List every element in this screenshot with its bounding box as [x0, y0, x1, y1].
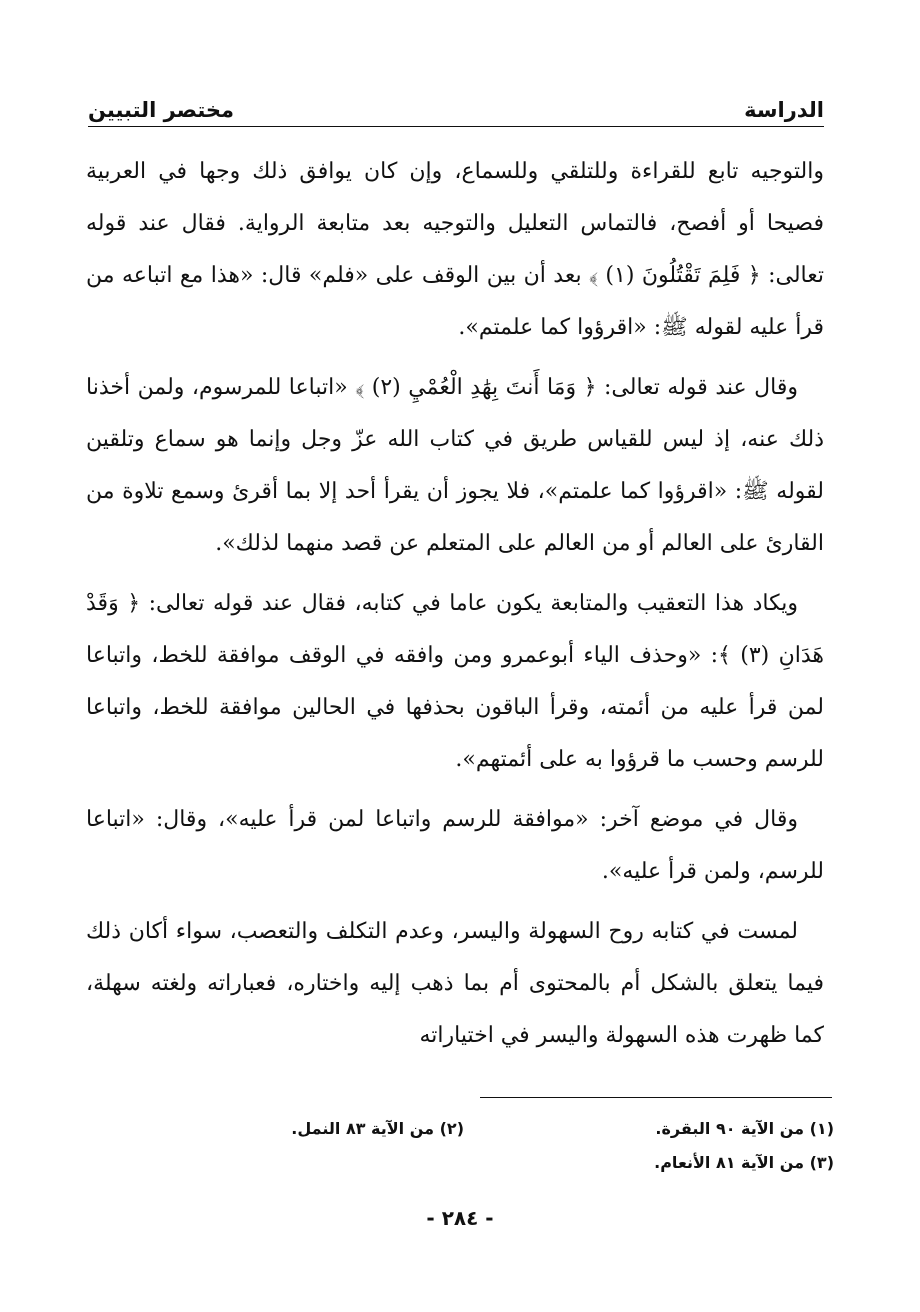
- header-rule: [88, 126, 824, 127]
- paragraph-2: وقال عند قوله تعالى: ﴿ وَمَا أَنتَ بِهَٰدِ الْعُمْيِ (٢) ﴾ «اتباعا للمرسوم، ولمن أخذنا ذلك عنه، إذ ليس للقياس طريق في كتاب الله عزّ وجل وإنما هو سماع وتلقين لقوله ﷺ: «اقرؤوا كما علمتم»، فلا يجوز أن يقرأ أحد إلا بما أقرئ وسمع تلاوة من القارئ على العالم أو من العالم على المتعلم عن قصد منهما لذلك».: [86, 375, 824, 556]
- paragraph-5: لمست في كتابه روح السهولة واليسر، وعدم التكلف والتعصب، سواء أكان ذلك فيما يتعلق بالشكل أم بالمحتوى أم بما ذهب إليه واختاره، فعباراته ولغته سهلة، كما ظهرت هذه السهولة واليسر في اختياراته: [86, 919, 824, 1048]
- section-title: الدراسة: [744, 98, 824, 122]
- paragraph-4: وقال في موضع آخر: «موافقة للرسم واتباعا لمن قرأ عليه»، وقال: «اتباعا للرسم، ولمن قرأ عليه».: [86, 807, 824, 884]
- footnote-1: (١) من الآية ٩٠ البقرة.: [655, 1119, 834, 1138]
- footnote-row: [94, 1112, 834, 1146]
- footnote-rule: [480, 1097, 832, 1098]
- footnotes: [94, 1112, 834, 1180]
- paragraph-1: والتوجيه تابع للقراءة وللتلقي وللسماع، وإن كان يوافق ذلك وجها في العربية فصيحا أو أفصح، فالتماس التعليل والتوجيه بعد متابعة الرواية. فقال عند قوله تعالى: ﴿ فَلِمَ تَقْتُلُونَ (١) ﴾ بعد أن بين الوقف على «فلم» قال: «هذا مع اتباعه من قرأ عليه لقوله ﷺ: «اقرؤوا كما علمتم».: [86, 159, 824, 340]
- page-number: - ٢٨٤ -: [426, 1206, 494, 1230]
- footnote-row: [94, 1146, 834, 1180]
- body-text: [86, 146, 824, 1062]
- paragraph-3: ويكاد هذا التعقيب والمتابعة يكون عاما في كتابه، فقال عند قوله تعالى: ﴿ وَقَدْ هَدَانِ (٣) ﴾: «وحذف الياء أبوعمرو ومن وافقه في الوقف موافقة للخط، واتباعا لمن قرأ عليه من أئمته، وقرأ الباقون بحذفها في الحالين موافقة للخط، واتباعا للرسم وحسب ما قرؤوا به على أئمتهم».: [86, 591, 825, 772]
- book-title: مختصر التبيين: [88, 98, 235, 122]
- footnote-3: (٣) من الآية ٨١ الأنعام.: [654, 1153, 834, 1172]
- footnote-2: (٢) من الآية ٨٣ النمل.: [291, 1119, 464, 1138]
- running-header: [88, 78, 824, 122]
